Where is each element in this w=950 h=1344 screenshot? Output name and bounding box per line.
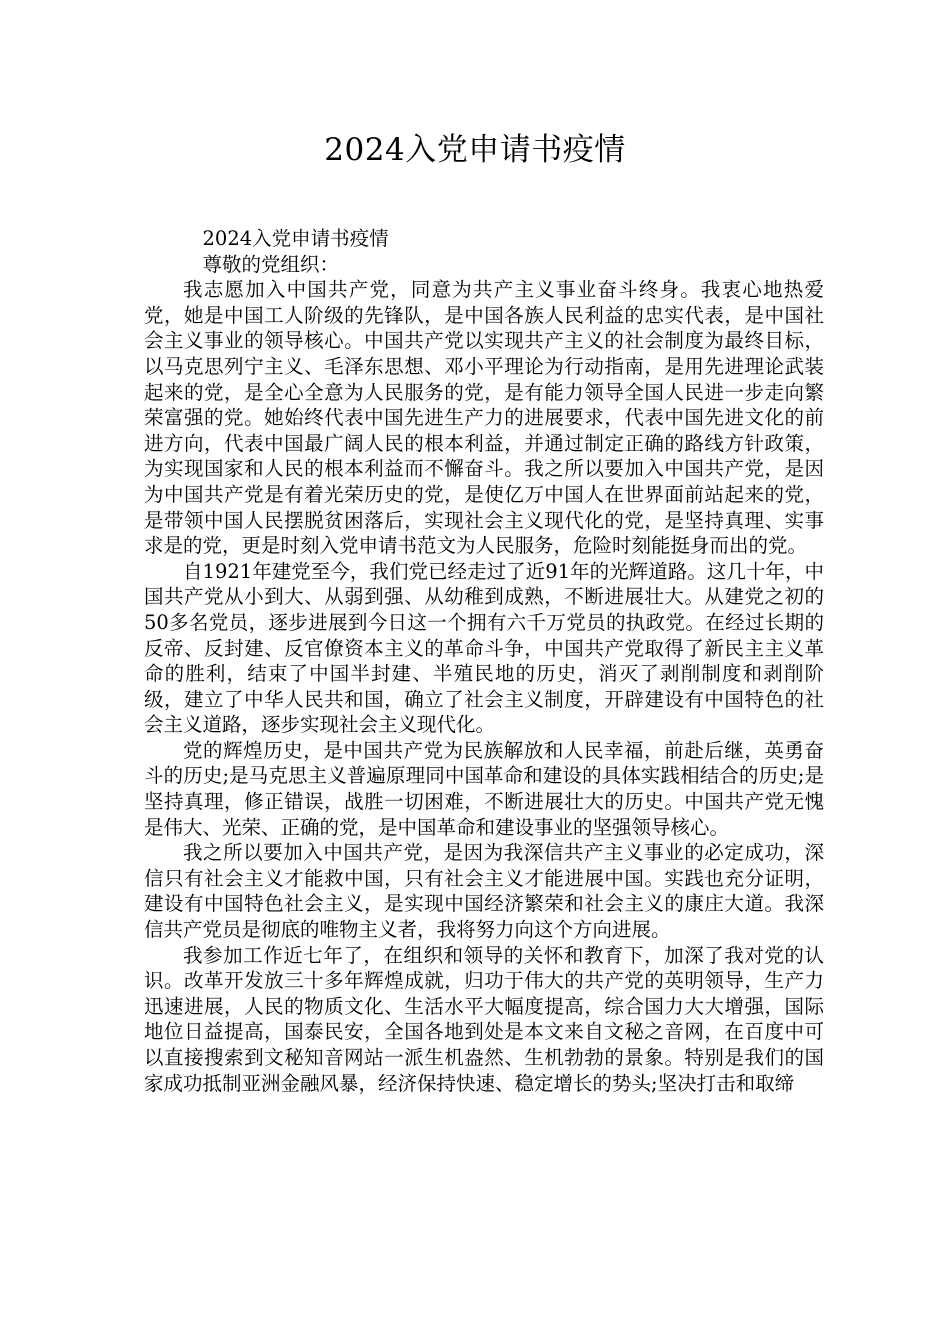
- paragraph: 自1921年建党至今，我们党已经走过了近91年的光辉道路。这几十年，中国共产党从小到大、从弱到强、从幼稚到成熟，不断进展壮大。从建党之初的50多名党员，逐步进展到今日这一个拥有六千万党员的执政党。在经过长期的反帝、反封建、反官僚资本主义的革命斗争，中国共产党取得了新民主主义革命的胜利，结束了中国半封建、半殖民地的历史，消灭了剥削制度和剥削阶级，建立了中华人民共和国，确立了社会主义制度，开辟建设有中国特色的社会主义道路，逐步实现社会主义现代化。: [144, 559, 824, 737]
- salutation: 尊敬的党组织：: [202, 252, 340, 276]
- paragraph: 党的辉煌历史，是中国共产党为民族解放和人民幸福，前赴后继，英勇奋斗的历史;是马克思主义普遍原理同中国革命和建设的具体实践相结合的历史;是坚持真理，修正错误，战胜一切困难，不断进展壮大的历史。中国共产党无愧是伟大、光荣、正确的党，是中国革命和建设事业的坚强领导核心。: [144, 738, 824, 839]
- document-body: [144, 226, 824, 1096]
- paragraph: 我志愿加入中国共产党，同意为共产主义事业奋斗终身。我衷心地热爱党，她是中国工人阶级的先锋队，是中国各族人民利益的忠实代表，是中国社会主义事业的领导核心。中国共产党以实现共产主义的社会制度为最终目标，以马克思列宁主义、毛泽东思想、邓小平理论为行动指南，是用先进理论武装起来的党，是全心全意为人民服务的党，是有能力领导全国人民进一步走向繁荣富强的党。她始终代表中国先进生产力的进展要求，代表中国先进文化的前进方向，代表中国最广阔人民的根本利益，并通过制定正确的路线方针政策，为实现国家和人民的根本利益而不懈奋斗。我之所以要加入中国共产党，是因为中国共产党是有着光荣历史的党，是使亿万中国人在世界面前站起来的党，是带领中国人民摆脱贫困落后，实现社会主义现代化的党，是坚持真理、实事求是的党，更是时刻入党申请书范文为人民服务，危险时刻能挺身而出的党。: [144, 278, 824, 558]
- document-subtitle: 2024入党申请书疫情: [202, 227, 389, 250]
- paragraph: 我之所以要加入中国共产党，是因为我深信共产主义事业的必定成功，深信只有社会主义才能救中国，只有社会主义才能进展中国。实践也充分证明，建设有中国特色社会主义，是实现中国经济繁荣和社会主义的康庄大道。我深信共产党员是彻底的唯物主义者，我将努力向这个方向进展。: [144, 841, 824, 942]
- document-title: 2024入党申请书疫情: [324, 132, 626, 168]
- paragraph: 我参加工作近七年了，在组织和领导的关怀和教育下，加深了我对党的认识。改革开发放三十多年辉煌成就，归功于伟大的共产党的英明领导，生产力迅速进展，人民的物质文化、生活水平大幅度提高，综合国力大大增强，国际地位日益提高，国泰民安，全国各地到处是本文来自文秘之音网，在百度中可以直接搜索到文秘知音网站一派生机盎然、生机勃勃的景象。特别是我们的国家成功抵制亚洲金融风暴，经济保持快速、稳定增长的势头;坚决打击和取缔: [144, 943, 824, 1095]
